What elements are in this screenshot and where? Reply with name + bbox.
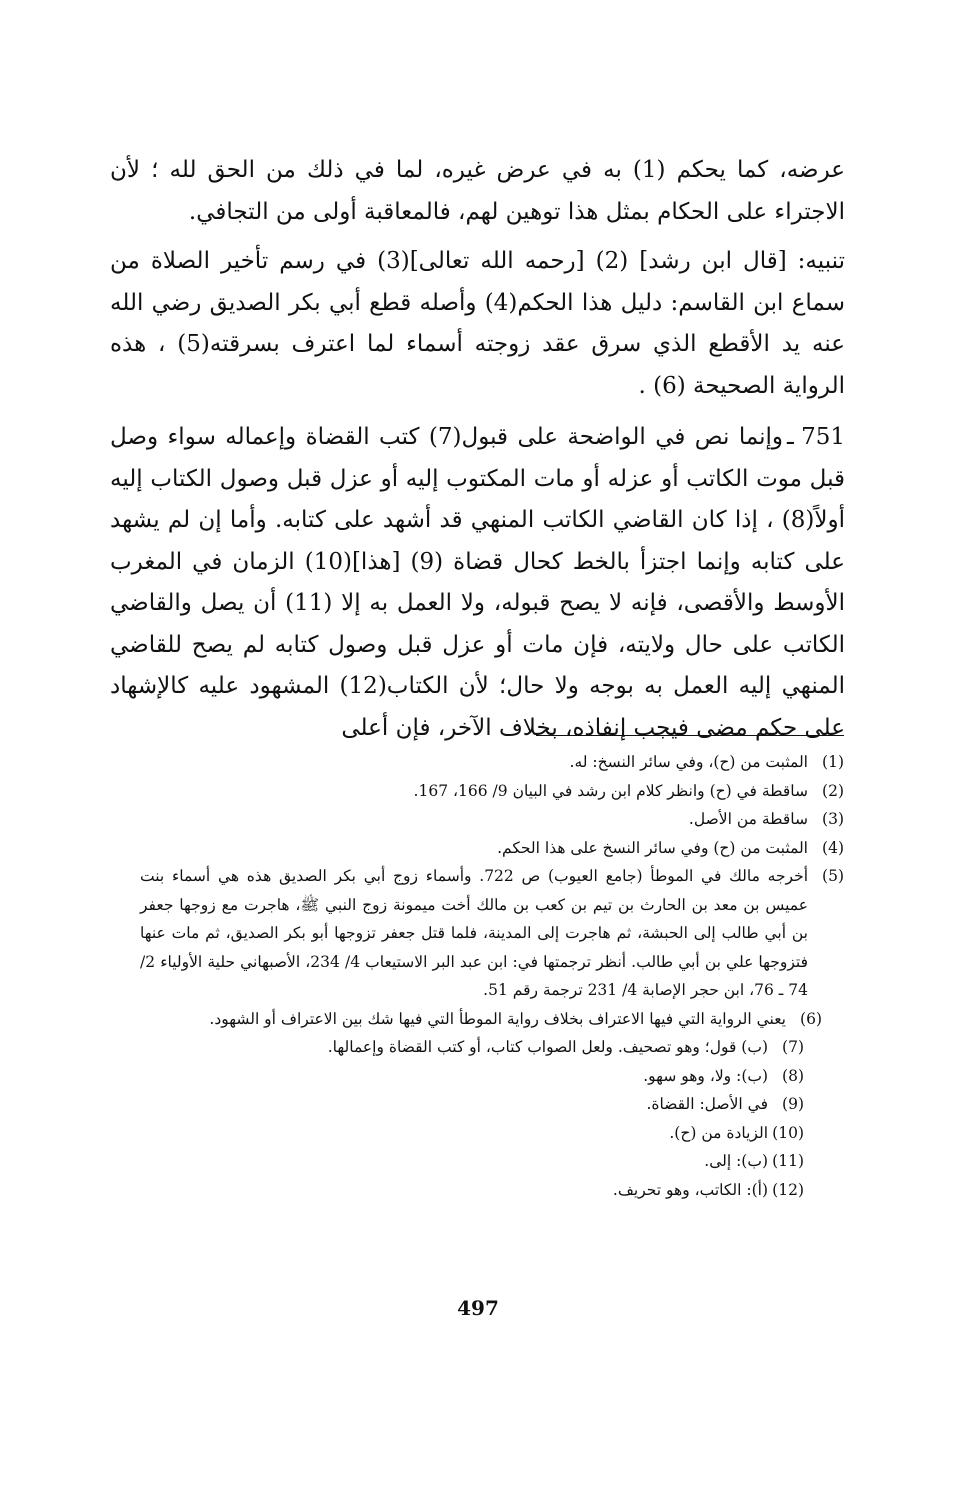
footnote-text: أخرجه مالك في الموطأ (جامع العيوب) ص 722. وأسماء زوج أبي بكر الصديق هذه هي أسماء بنت عميس بن معد بن الحارث بن تيم بن كعب بن مالك أخت ميمونة زوج النبي ﷺ، هاجرت مع زوجها جعفر بن أبي طالب إلى الحبشة، ثم هاجرت إلى المدينة، فلما قتل جعفر تزوجها أبو بكر الصديق، ثم مات عنها فتزوجها علي بن أبي طالب. أنظر ترجمتها في: ابن عبد البر الاستيعاب 4/ 234، الأصبهاني حلية الأولياء 2/ 74 ـ 76، ابن حجر الإصابة 4/ 231 ترجمة رقم 51. <box>140 867 808 999</box>
footnote-item <box>140 1033 844 1062</box>
footnote-number: (12) <box>772 1180 804 1199</box>
footnote-divider <box>536 735 844 736</box>
footnote-number: (5) <box>822 867 844 885</box>
footnote-number: (9) <box>782 1095 804 1113</box>
footnote-number: (4) <box>822 838 844 857</box>
footnote-item <box>140 1147 844 1176</box>
paragraph-number: 751 ـ <box>787 424 845 450</box>
paragraph-1: عرضه، كما يحكم (1) به في عرض غيره، لما في ذلك من الحق لله ؛ لأن الاجتراء على الحكام بمثل هذا توهين لهم، فالمعاقبة أولى من التجافي. <box>110 157 845 225</box>
footnote-item <box>140 777 844 806</box>
footnote-number: (11) <box>772 1152 804 1170</box>
footnote-item <box>140 862 844 1005</box>
footnote-text: يعني الرواية التي فيها الاعتراف بخلاف رواية الموطأ التي فيها شك بين الاعتراف أو الشهود. <box>209 1009 786 1028</box>
footnote-text: ساقطة في (ح) وانظر كلام ابن رشد في البيان 9/ 166، 167. <box>413 781 808 800</box>
footnote-text: الزيادة من (ح). <box>669 1123 768 1142</box>
paragraph-751-text: وإنما نص في الواضحة على قبول(7) كتب القضاة وإعماله سواء وصل قبل موت الكاتب أو عزله أو مات المكتوب إليه أو عزل قبل وصول الكتاب إليه أولاً(8) ، إذا كان القاضي الكاتب المنهي قد أشهد على كتابه. وأما إن لم يشهد على كتابه وإنما اجتزأ بالخط كحال قضاة (9) [هذا](10) الزمان في المغرب الأوسط والأقصى، فإنه لا يصح قبوله، ولا العمل به إلا (11) أن يصل والقاضي الكاتب على حال ولايته، فإن مات أو عزل قبل وصول كتابه لم يصح للقاضي المنهي إليه العمل به بوجه ولا حال؛ لأن الكتاب(12) المشهود عليه كالإشهاد على حكم مضى فيجب إنفاذه، بخلاف الآخر، فإن أعلى <box>110 424 846 741</box>
footnote-text: (ب) قول؛ وهو تصحيف. ولعل الصواب كتاب، أو كتب القضاة وإعمالها. <box>327 1038 768 1056</box>
footnote-number: (10) <box>772 1123 804 1142</box>
footnote-item <box>140 834 844 863</box>
footnotes <box>140 748 844 1204</box>
footnote-number: (3) <box>822 810 844 828</box>
footnote-number: (6) <box>800 1009 822 1028</box>
footnote-number: (1) <box>822 753 844 771</box>
footnote-item <box>140 1119 844 1148</box>
footnote-text: (ب): إلى. <box>704 1152 768 1170</box>
paragraph-2: تنبيه: [قال ابن رشد] (2) [رحمه الله تعالى](3) في رسم تأخير الصلاة من سماع ابن القاسم: دليل هذا الحكم(4) وأصله قطع أبي بكر الصديق رضي الله عنه يد الأقطع الذي سرق عقد زوجته أسماء لما اعترف بسرقته(5) ، هذه الرواية الصحيحة (6) . <box>110 248 845 399</box>
footnote-item <box>140 1062 844 1091</box>
footnote-text: المثبت من (ح) وفي سائر النسخ على هذا الحكم. <box>497 838 808 857</box>
footnote-text: (ب): ولا، وهو سهو. <box>643 1066 768 1085</box>
footnote-number: (7) <box>782 1038 804 1056</box>
footnote-item <box>140 805 844 834</box>
main-text <box>110 150 845 759</box>
footnote-number: (2) <box>822 781 844 800</box>
footnote-item <box>140 1005 844 1034</box>
footnote-item <box>140 1090 844 1119</box>
footnote-text: ساقطة من الأصل. <box>688 810 808 828</box>
footnote-item <box>140 1176 844 1205</box>
footnote-item <box>140 748 844 777</box>
footnote-text: (أ): الكاتب، وهو تحريف. <box>612 1180 768 1199</box>
footnote-text: المثبت من (ح)، وفي سائر النسخ: له. <box>569 753 808 771</box>
footnote-text: في الأصل: القضاة. <box>646 1095 768 1113</box>
footnote-number: (8) <box>782 1066 804 1085</box>
paragraph-751 <box>110 417 845 749</box>
page-number: 497 <box>457 1296 499 1320</box>
